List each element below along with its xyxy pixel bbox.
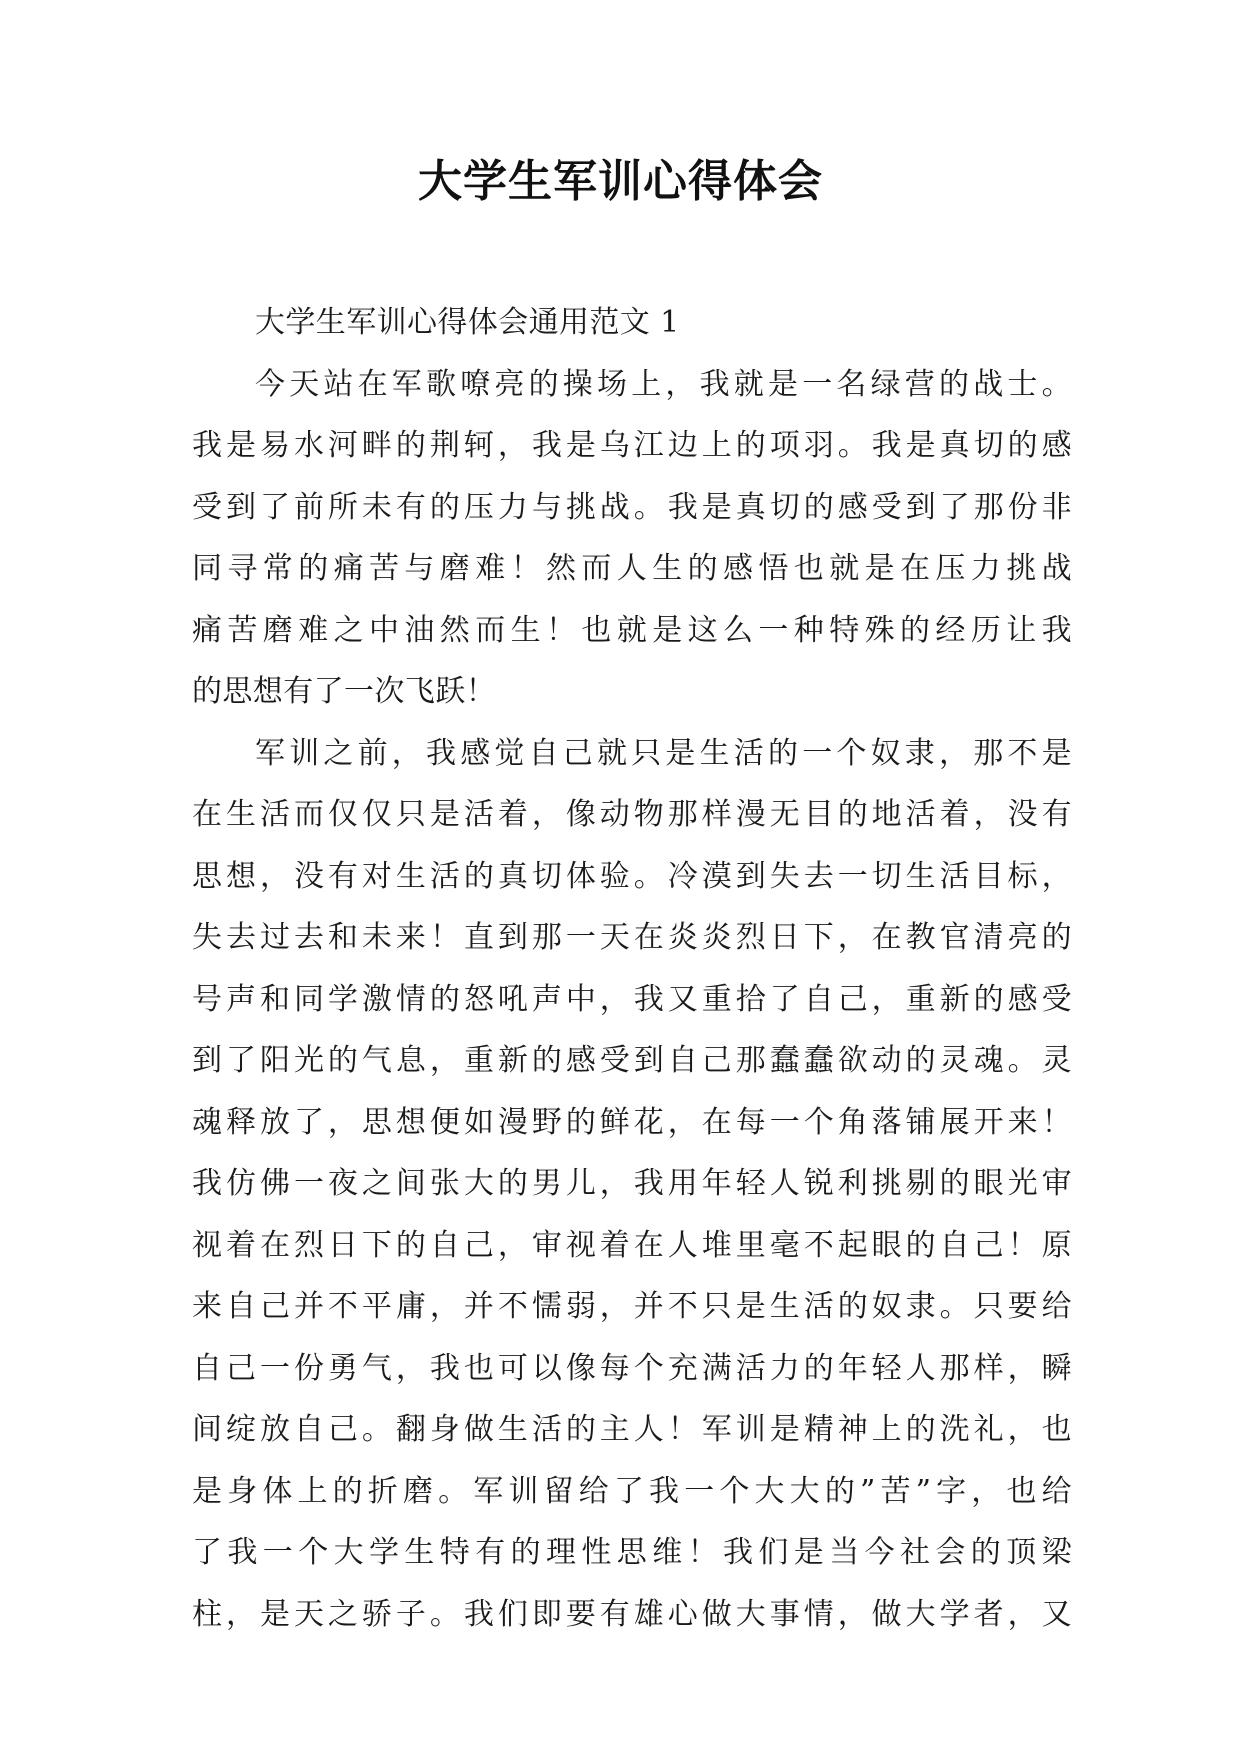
paragraph-line: 军训之前，我感觉自己就只是生活的一个奴隶，那不是 xyxy=(255,735,1072,771)
section-heading: 大学生军训心得体会通用范文 1 xyxy=(255,305,680,340)
paragraph-line: 魂释放了，思想便如漫野的鲜花，在每一个角落铺展开来！ xyxy=(192,1104,1072,1140)
paragraph-line: 号声和同学激情的怒吼声中，我又重拾了自己，重新的感受 xyxy=(192,981,1072,1017)
paragraph-line: 是身体上的折磨。军训留给了我一个大大的”苦”字，也给 xyxy=(192,1473,1072,1509)
paragraph-line: 自己一份勇气，我也可以像每个充满活力的年轻人那样，瞬 xyxy=(192,1350,1072,1386)
paragraph-line: 思想，没有对生活的真切体验。冷漠到失去一切生活目标， xyxy=(192,858,1072,894)
paragraph-line: 今天站在军歌嘹亮的操场上，我就是一名绿营的战士。 xyxy=(255,366,1072,402)
paragraph-line: 到了阳光的气息，重新的感受到自己那蠢蠢欲动的灵魂。灵 xyxy=(192,1043,1072,1078)
paragraph-line: 痛苦磨难之中油然而生！也就是这么一种特殊的经历让我 xyxy=(192,612,1072,648)
paragraph-line: 视着在烈日下的自己，审视着在人堆里毫不起眼的自己！原 xyxy=(192,1227,1072,1263)
document-body xyxy=(192,292,1072,1645)
paragraph-line: 受到了前所未有的压力与挑战。我是真切的感受到了那份非 xyxy=(192,489,1072,525)
paragraph-line: 间绽放自己。翻身做生活的主人！军训是精神上的洗礼，也 xyxy=(192,1412,1072,1447)
paragraph-line: 同寻常的痛苦与磨难！然而人生的感悟也就是在压力挑战 xyxy=(192,551,1072,586)
paragraph-line: 了我一个大学生特有的理性思维！我们是当今社会的顶梁 xyxy=(192,1535,1072,1570)
paragraph-line: 我仿佛一夜之间张大的男儿，我用年轻人锐利挑剔的眼光审 xyxy=(192,1166,1072,1201)
paragraph-line: 在生活而仅仅只是活着，像动物那样漫无目的地活着，没有 xyxy=(192,797,1072,832)
paragraph-line: 来自己并不平庸，并不懦弱，并不只是生活的奴隶。只要给 xyxy=(192,1289,1072,1324)
paragraph-line: 我是易水河畔的荆轲，我是乌江边上的项羽。我是真切的感 xyxy=(192,428,1072,463)
paragraph-line: 柱，是天之骄子。我们即要有雄心做大事情，做大学者，又 xyxy=(192,1596,1072,1632)
paragraph-line: 失去过去和未来！直到那一天在炎炎烈日下，在教官清亮的 xyxy=(192,920,1072,955)
paragraph-line: 的思想有了一次飞跃！ xyxy=(192,674,496,709)
document-title: 大学生军训心得体会 xyxy=(418,156,823,207)
